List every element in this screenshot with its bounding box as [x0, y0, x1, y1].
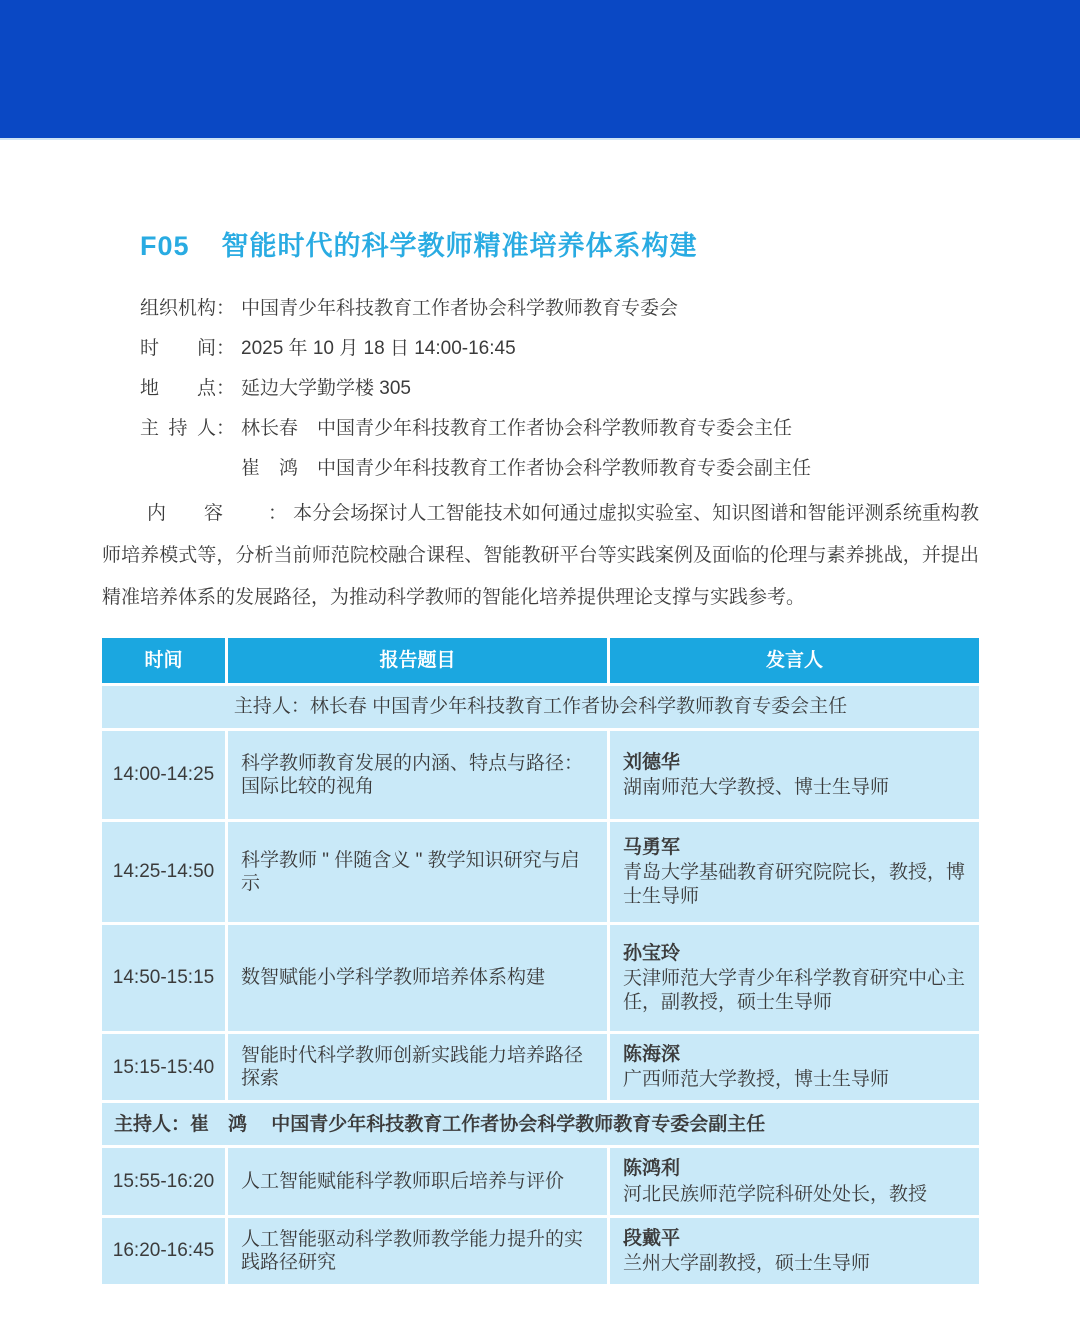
meta-value: 林长春 中国青少年科技教育工作者协会科学教师教育专委会主任 — [241, 418, 793, 439]
time-cell: 16:20-16:45 — [102, 1218, 225, 1284]
meta-colon: ： — [216, 298, 236, 319]
table-row — [102, 925, 979, 1031]
content-area — [102, 224, 979, 1284]
content-text: 本分会场探讨人工智能技术如何通过虚拟实验室、知识图谱和智能评测系统重构教师培养模式等，分析当前师范院校融合课程、智能教研平台等实践案例及面临的伦理与素养挑战，并提出精准培养体系的发展路径，为推动科学教师的智能化培养提供理论支撑与实践参考。 — [102, 503, 979, 608]
time-cell: 15:15-15:40 — [102, 1034, 225, 1100]
moderator-row-mid — [102, 1103, 979, 1145]
header-cell-speaker: 发言人 — [610, 638, 979, 683]
speaker-cell — [610, 1034, 979, 1100]
speaker-name: 陈鸿利 — [623, 1158, 681, 1180]
table-row — [102, 731, 979, 819]
table-row — [102, 1218, 979, 1284]
table-row — [102, 1034, 979, 1100]
meta-label: 主持人 — [140, 418, 216, 439]
header-cell-time: 时间 — [102, 638, 225, 683]
moderator-text: 主持人：崔 鸿 中国青少年科技教育工作者协会科学教师教育专委会副主任 — [102, 1103, 979, 1145]
moderator-row-top — [102, 686, 979, 728]
meta-label: 组织机构 — [140, 298, 217, 319]
meta-value: 延边大学勤学楼 305 — [241, 378, 411, 399]
speaker-affiliation: 兰州大学副教授，硕士生导师 — [623, 1252, 871, 1274]
speaker-affiliation: 青岛大学基础教育研究院院长，教授，博士生导师 — [623, 862, 966, 907]
speaker-cell — [610, 925, 979, 1031]
speaker-name: 陈海深 — [623, 1044, 681, 1065]
speaker-name: 孙宝玲 — [623, 943, 681, 965]
time-cell: 14:00-14:25 — [102, 731, 225, 819]
talk-title-cell: 数智赋能小学科学教师培养体系构建 — [228, 925, 607, 1031]
speaker-affiliation: 广西师范大学教授，博士生导师 — [623, 1069, 890, 1091]
table-row — [102, 822, 979, 922]
talk-title-cell: 智能时代科学教师创新实践能力培养路径探索 — [228, 1034, 607, 1100]
schedule-table — [102, 638, 979, 1284]
speaker-affiliation: 天津师范大学青少年科学教育研究中心主任，副教授，硕士生导师 — [623, 968, 966, 1013]
meta-label: 地点 — [140, 378, 216, 399]
speaker-name: 段戴平 — [623, 1227, 681, 1249]
moderator-text: 主持人：林长春 中国青少年科技教育工作者协会科学教师教育专委会主任 — [102, 686, 979, 728]
page-title — [102, 224, 979, 263]
meta-label: 内容 — [147, 503, 223, 524]
speaker-cell — [610, 1218, 979, 1284]
meta-colon: ： — [216, 338, 236, 359]
content-paragraph — [102, 493, 979, 619]
speaker-affiliation: 河北民族师范学院科研处处长，教授 — [623, 1183, 928, 1205]
header-cell-title: 报告题目 — [228, 638, 607, 683]
meta-row-organizer — [102, 289, 979, 329]
meta-label: 时间 — [140, 338, 216, 359]
speaker-cell — [610, 822, 979, 922]
speaker-name: 马勇军 — [623, 837, 681, 859]
time-cell: 14:25-14:50 — [102, 822, 225, 922]
meta-colon: ： — [216, 378, 236, 399]
speaker-cell — [610, 731, 979, 819]
table-header-row — [102, 638, 979, 683]
header-band — [0, 0, 1080, 140]
time-cell: 15:55-16:20 — [102, 1148, 225, 1214]
meta-row-host-2 — [102, 449, 979, 489]
session-title-text: 智能时代的科学教师精准培养体系构建 — [221, 231, 698, 261]
speaker-cell — [610, 1148, 979, 1214]
meta-row-time — [102, 329, 979, 369]
meta-row-host — [102, 409, 979, 449]
talk-title-cell: 人工智能赋能科学教师职后培养与评价 — [228, 1148, 607, 1214]
meta-value: 中国青少年科技教育工作者协会科学教师教育专委会 — [241, 298, 679, 319]
speaker-affiliation: 湖南师范大学教授、博士生导师 — [623, 777, 890, 798]
meta-colon: ： — [268, 503, 288, 524]
time-cell: 14:50-15:15 — [102, 925, 225, 1031]
meta-row-location — [102, 369, 979, 409]
speaker-name: 刘德华 — [623, 751, 681, 773]
talk-title-cell: 人工智能驱动科学教师教学能力提升的实践路径研究 — [228, 1218, 607, 1284]
talk-title-cell: 科学教师教育发展的内涵、特点与路径：国际比较的视角 — [228, 731, 607, 819]
meta-value: 崔 鸿 中国青少年科技教育工作者协会科学教师教育专委会副主任 — [241, 458, 812, 479]
talk-title-cell: 科学教师 " 伴随含义 " 教学知识研究与启示 — [228, 822, 607, 922]
table-row — [102, 1148, 979, 1214]
meta-section — [102, 289, 979, 489]
meta-colon: ： — [216, 418, 236, 439]
meta-value: 2025 年 10 月 18 日 14:00-16:45 — [241, 338, 516, 359]
session-code: F05 — [140, 231, 190, 261]
